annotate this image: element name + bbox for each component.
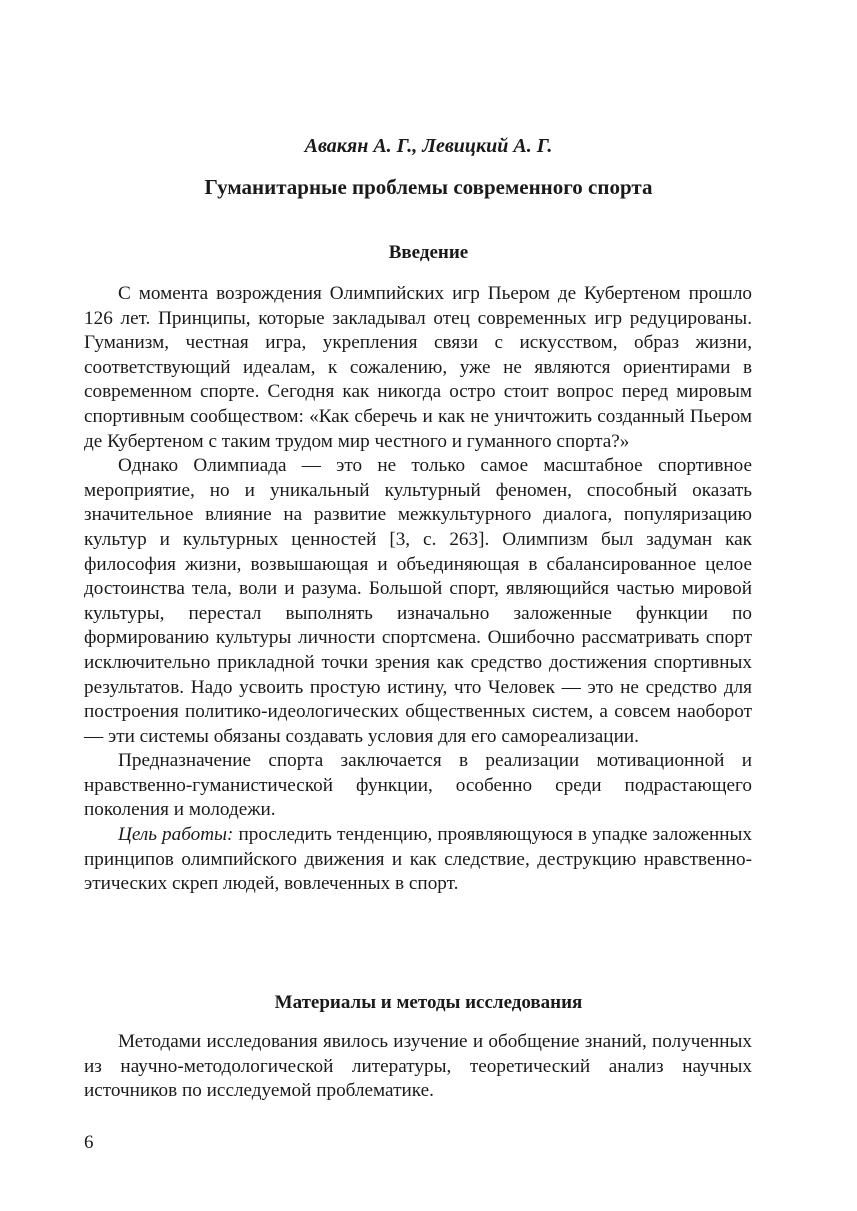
authors: Авакян А. Г., Левицкий А. Г. <box>304 135 553 157</box>
page-number: 6 <box>84 1132 94 1153</box>
intro-body <box>84 282 752 897</box>
methods-body <box>84 1030 752 1104</box>
paragraph-goal <box>84 823 752 897</box>
paper-title: Гуманитарные проблемы современного спорта <box>204 175 653 199</box>
paragraph: Однако Олимпиада — это не только самое масштабное спортивное мероприятие, но и уникальный культурный феномен, способный оказать значительное влияние на развитие межкультурного диалога, популяризацию культур и культурных ценностей [3, с. 263]. Олимпизм был задуман как философия жизни, возвышающая и объединяющая в сбалансированное целое достоинства тела, воли и разума. Большой спорт, являющийся частью мировой культуры, перестал выполнять изначально заложенные функции по формированию культуры личности спортсмена. Ошибочно рассматривать спорт исключительно прикладной точки зрения как средство достижения спортивных результатов. Надо усвоить простую истину, что Человек — это не средство для построения политико-идеологических общественных систем, а совсем наоборот — эти системы обязаны создавать условия для его самореализации. <box>84 455 752 747</box>
section-heading-methods: Материалы и методы исследования <box>274 992 583 1013</box>
paragraph: Предназначение спорта заключается в реализации мотивационной и нравственно-гуманистической функции, особенно среди подрастающего поколения и молодежи. <box>84 750 752 821</box>
goal-text: проследить тенденцию, проявляющуюся в упадке заложенных принципов олимпийского движения и как следствие, деструкцию нравственно-этических скреп людей, вовлеченных в спорт. <box>84 824 752 895</box>
goal-label: Цель работы: <box>118 824 234 846</box>
paragraph: С момента возрождения Олимпийских игр Пьером де Кубертеном прошло 126 лет. Принципы, которые закладывал отец современных игр редуцированы. Гуманизм, честная игра, укрепления связи с искусством, образ жизни, соответствующий идеалам, к сожалению, уже не являются ориентирами в современном спорте. Сегодня как никогда остро стоит вопрос перед мировым спортивным сообществом: «Как сберечь и как не уничтожить созданный Пьером де Кубертеном с таким трудом мир честного и гуманного спорта?» <box>84 283 752 452</box>
section-heading-intro: Введение <box>388 242 469 263</box>
paragraph: Методами исследования явилось изучение и обобщение знаний, полученных из научно-методологической литературы, теоретический анализ научных источников по исследуемой проблематике. <box>84 1031 752 1102</box>
